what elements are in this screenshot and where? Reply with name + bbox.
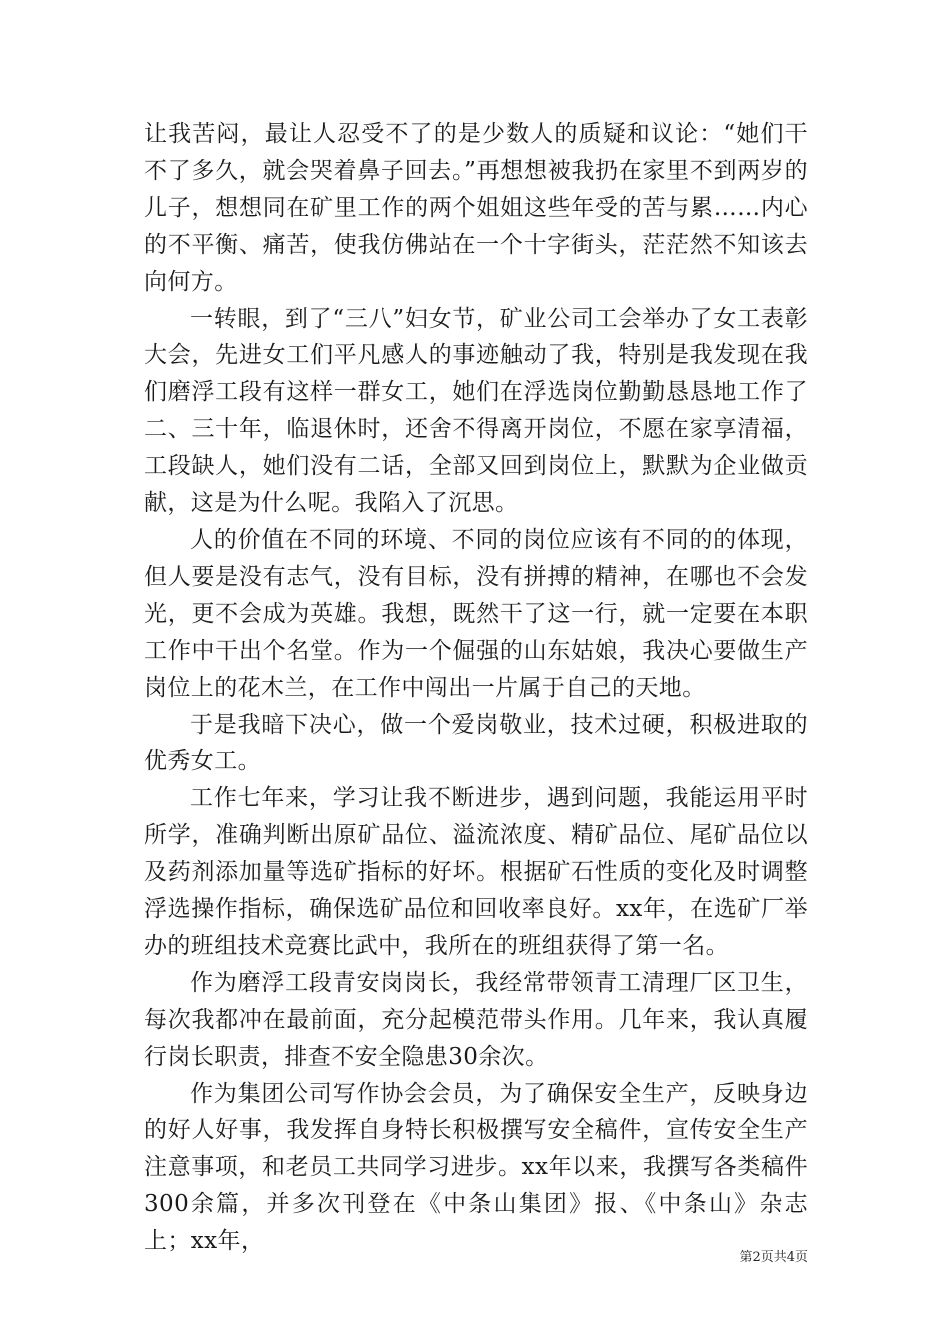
paragraph-5: 工作七年来，学习让我不断进步，遇到问题，我能运用平时所学，准确判断出原矿品位、溢流浓度、精矿品位、尾矿品位以及药剂添加量等选矿指标的好坏。根据矿石性质的变化及时调整浮选操作指标，确保选矿品位和回收率良好。xx年，在选矿厂举办的班组技术竞赛比武中，我所在的班组获得了第一名。	[144, 785, 808, 959]
paragraph-7: 作为集团公司写作协会会员，为了确保安全生产，反映身边的好人好事，我发挥自身特长积极撰写安全稿件，宣传安全生产注意事项，和老员工共同学习进步。xx年以来，我撰写各类稿件300余篇，并多次刊登在《中条山集团》报、《中条山》杂志上；xx年，	[144, 1080, 808, 1255]
paragraph-6: 作为磨浮工段青安岗岗长，我经常带领青工清理厂区卫生，每次我都冲在最前面，充分起模范带头作用。几年来，我认真履行岗长职责，排查不安全隐患30余次。	[144, 969, 808, 1070]
body-text	[144, 116, 808, 1260]
paragraph-1: 让我苦闷，最让人忍受不了的是少数人的质疑和议论：“她们干不了多久，就会哭着鼻子回去。”再想想被我扔在家里不到两岁的儿子，想想同在矿里工作的两个姐姐这些年受的苦与累……内心的不平衡、痛苦，使我仿佛站在一个十字街头，茫茫然不知该去向何方。	[144, 121, 808, 295]
page-number: 第2页共4页	[739, 1250, 808, 1265]
paragraph-2: 一转眼，到了“三八”妇女节，矿业公司工会举办了女工表彰大会，先进女工们平凡感人的事迹触动了我，特别是我发现在我们磨浮工段有这样一群女工，她们在浮选岗位勤勤恳恳地工作了二、三十年，临退休时，还舍不得离开岗位，不愿在家享清福，工段缺人，她们没有二话，全部又回到岗位上，默默为企业做贡献，这是为什么呢。我陷入了沉思。	[144, 305, 808, 517]
paragraph-4: 于是我暗下决心，做一个爱岗敬业，技术过硬，积极进取的优秀女工。	[144, 711, 808, 775]
paragraph-3: 人的价值在不同的环境、不同的岗位应该有不同的的体现，但人要是没有志气，没有目标，没有拼搏的精神，在哪也不会发光，更不会成为英雄。我想，既然干了这一行，就一定要在本职工作中干出个名堂。作为一个倔强的山东姑娘，我决心要做生产岗位上的花木兰，在工作中闯出一片属于自己的天地。	[144, 526, 808, 701]
